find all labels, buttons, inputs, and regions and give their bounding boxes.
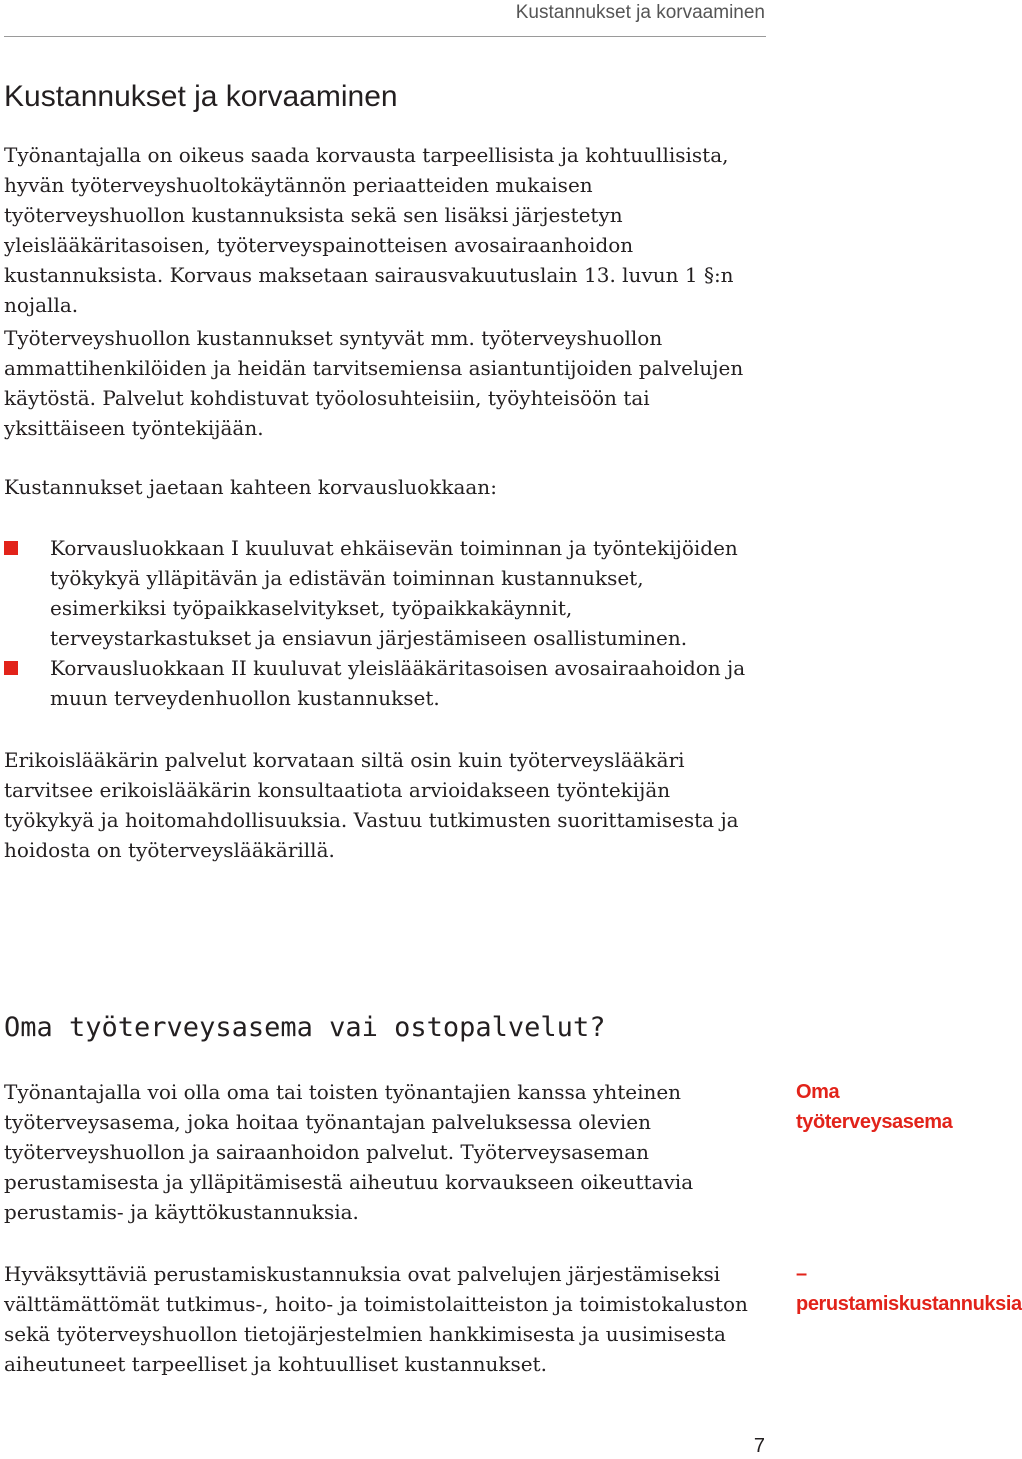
paragraph-specialist-services: Erikoislääkärin palvelut korvataan siltä osin kuin työterveyslääkäri tarvitsee erikoislääkärin konsultaatiota arvioidakseen työntekijän työkykyä ja hoitomahdollisuuksia. Vastuu tutkimusten suorittamisesta ja hoidosta on työterveyslääkärillä.: [4, 748, 739, 862]
paragraph-classes-intro: Kustannukset jaetaan kahteen korvausluokkaan:: [4, 475, 497, 499]
paragraph-founding-costs: Hyväksyttäviä perustamiskustannuksia ovat palvelujen järjestämiseksi välttämättömät tutkimus-, hoito- ja toimistolaitteiston ja toimistokaluston sekä työterveyshuollon tietojärjestelmien hankkimisesta ja uusimisesta aiheutuneet tarpeelliset ja kohtuulliset kustannukset.: [4, 1262, 748, 1376]
list-item: [4, 533, 764, 653]
page-number: 7: [753, 1435, 765, 1457]
running-header: Kustannukset ja korvaaminen: [515, 2, 765, 23]
compensation-class-list: [4, 533, 764, 713]
paragraph-own-station: Työnantajalla voi olla oma tai toisten työnantajien kanssa yhteinen työterveysasema, joka hoitaa työnantajan palveluksessa olevien työterveyshuollon ja sairaanhoidon palvelut. Työterveysaseman perustamisesta ja ylläpitämisestä aiheutuu korvaukseen oikeuttavia perustamis- ja käyttökustannuksia.: [4, 1080, 694, 1224]
section-title-costs: Kustannukset ja korvaaminen: [4, 80, 398, 113]
paragraph-compensation-right: Työnantajalla on oikeus saada korvausta tarpeellisista ja kohtuullisista, hyvän työterveyshuoltokäytännön periaatteiden mukaisen työterveyshuollon kustannuksista sekä sen lisäksi järjestetyn yleislääkäritasoisen, työterveyspainotteisen avosairaanhoidon kustannuksista. Korvaus maksetaan sairausvakuutuslain 13. luvun 1 §:n nojalla.: [4, 143, 734, 317]
red-square-bullet-icon: [4, 541, 18, 555]
side-note-founding-costs: – perustamiskustannuksia: [796, 1263, 1022, 1315]
section-title-own-station: Oma työterveysasema vai ostopalvelut?: [4, 1012, 606, 1043]
red-square-bullet-icon: [4, 661, 18, 675]
header-rule: [4, 36, 766, 37]
side-note-own-station: Oma työterveysasema: [796, 1081, 953, 1133]
list-item: [4, 653, 764, 713]
list-item-text: Korvausluokkaan I kuuluvat ehkäisevän toiminnan ja työntekijöiden työkykyä ylläpitävän ja edistävän toiminnan kustannukset, esimerkiksi työpaikkaselvitykset, työpaikkakäynnit, terveystarkastukset ja ensiavun järjestämiseen osallistuminen.: [50, 536, 738, 650]
list-item-text: Korvausluokkaan II kuuluvat yleislääkäritasoisen avosairaahoidon ja muun terveydenhuollon kustannukset.: [50, 656, 746, 710]
paragraph-costs-origin: Työterveyshuollon kustannukset syntyvät mm. työterveyshuollon ammattihenkilöiden ja heidän tarvitsemiensa asiantuntijoiden palvelujen käytöstä. Palvelut kohdistuvat työolosuhteisiin, työyhteisöön tai yksittäiseen työntekijään.: [4, 326, 744, 440]
